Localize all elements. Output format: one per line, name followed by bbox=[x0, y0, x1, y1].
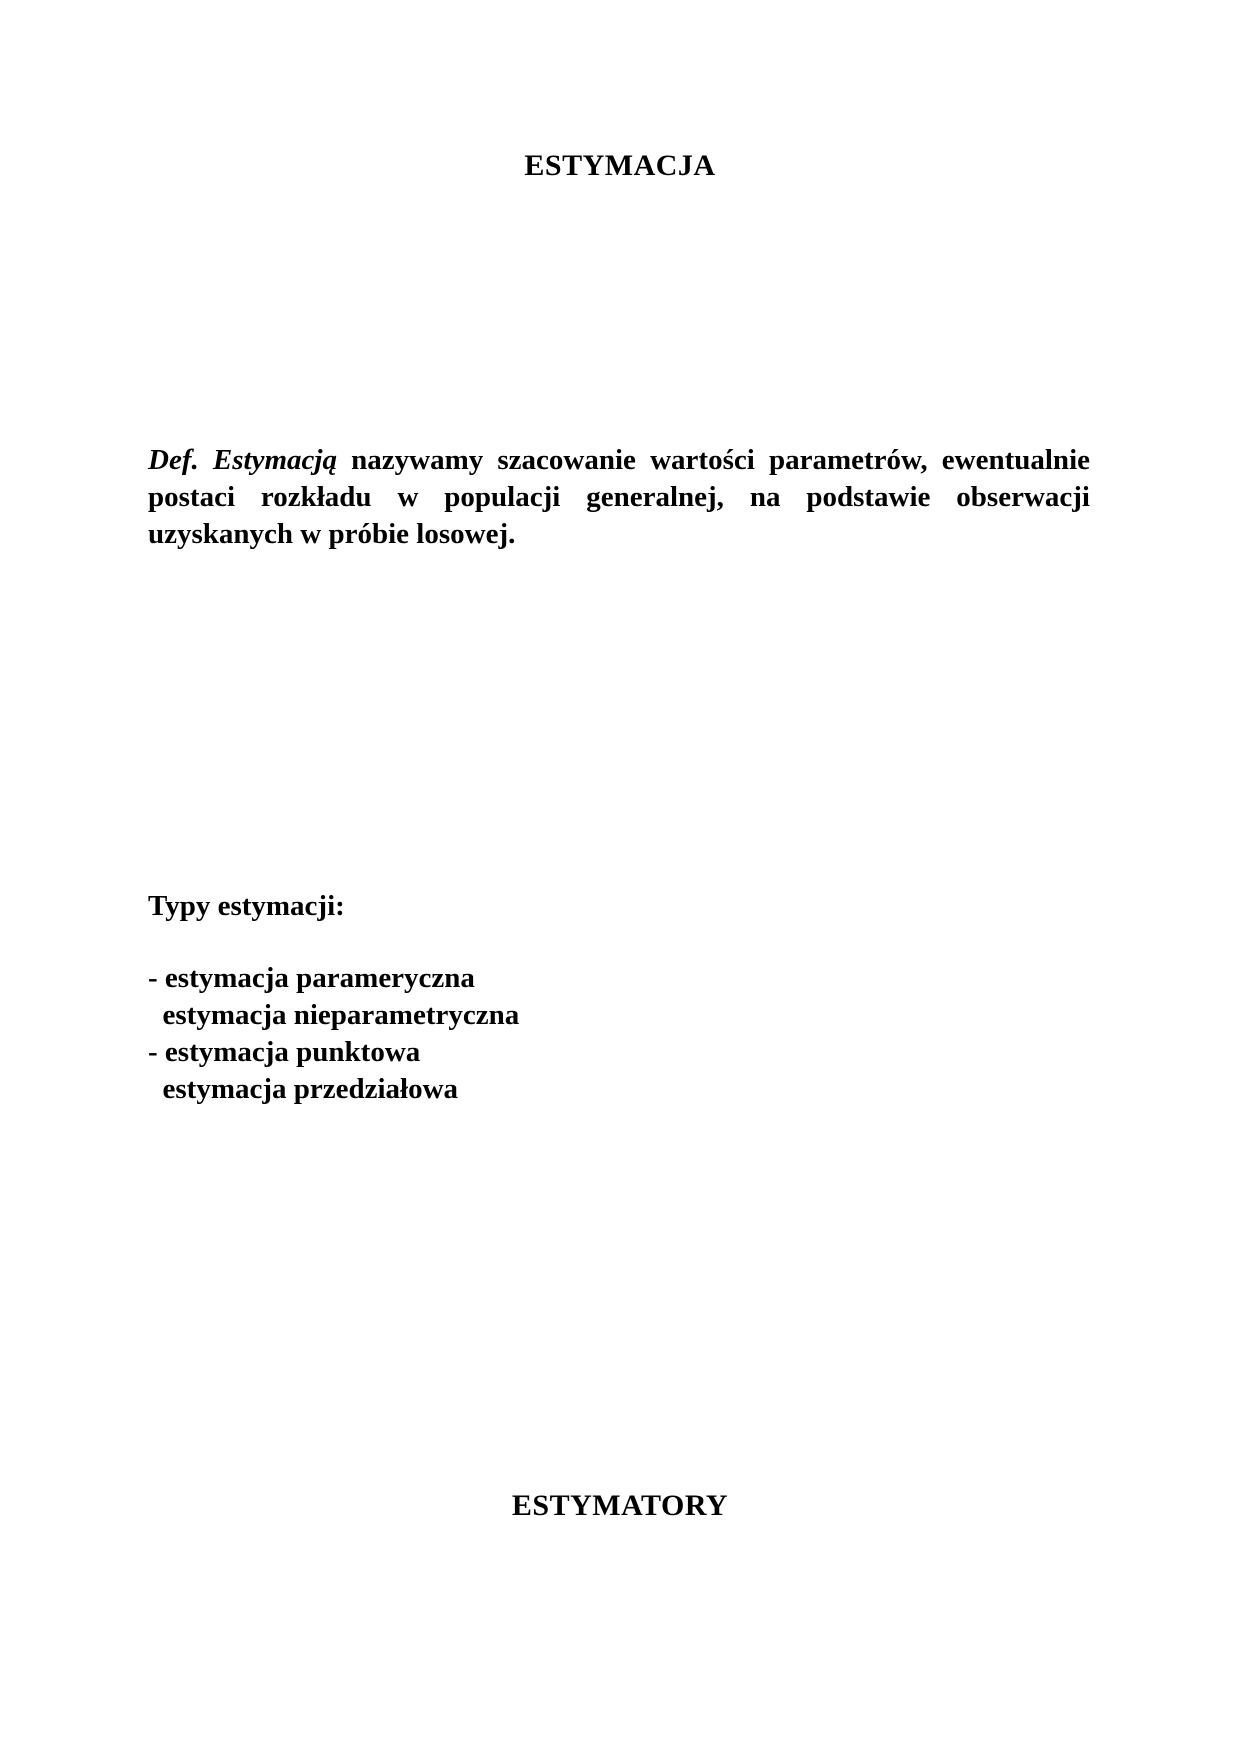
types-heading: Typy estymacji: bbox=[148, 890, 345, 922]
definition-body: nazywamy szacowanie wartości parametrów, ewentualnie postaci rozkładu w populacji generalnej, na podstawie obserwacji uzyskanych w próbie losowej. bbox=[148, 444, 1090, 550]
list-item: estymacja nieparametryczna bbox=[148, 999, 520, 1031]
list-item: - estymacja parameryczna bbox=[148, 962, 475, 994]
list-item: estymacja przedziałowa bbox=[148, 1073, 459, 1105]
section-title: ESTYMATORY bbox=[511, 1489, 729, 1522]
types-list bbox=[148, 960, 519, 1108]
definition-prefix: Def. bbox=[148, 444, 199, 476]
list-item: - estymacja punktowa bbox=[148, 1036, 421, 1068]
definition-paragraph bbox=[148, 442, 1090, 553]
definition-term: Estymacją bbox=[212, 444, 337, 476]
page-title: ESTYMACJA bbox=[524, 149, 716, 182]
